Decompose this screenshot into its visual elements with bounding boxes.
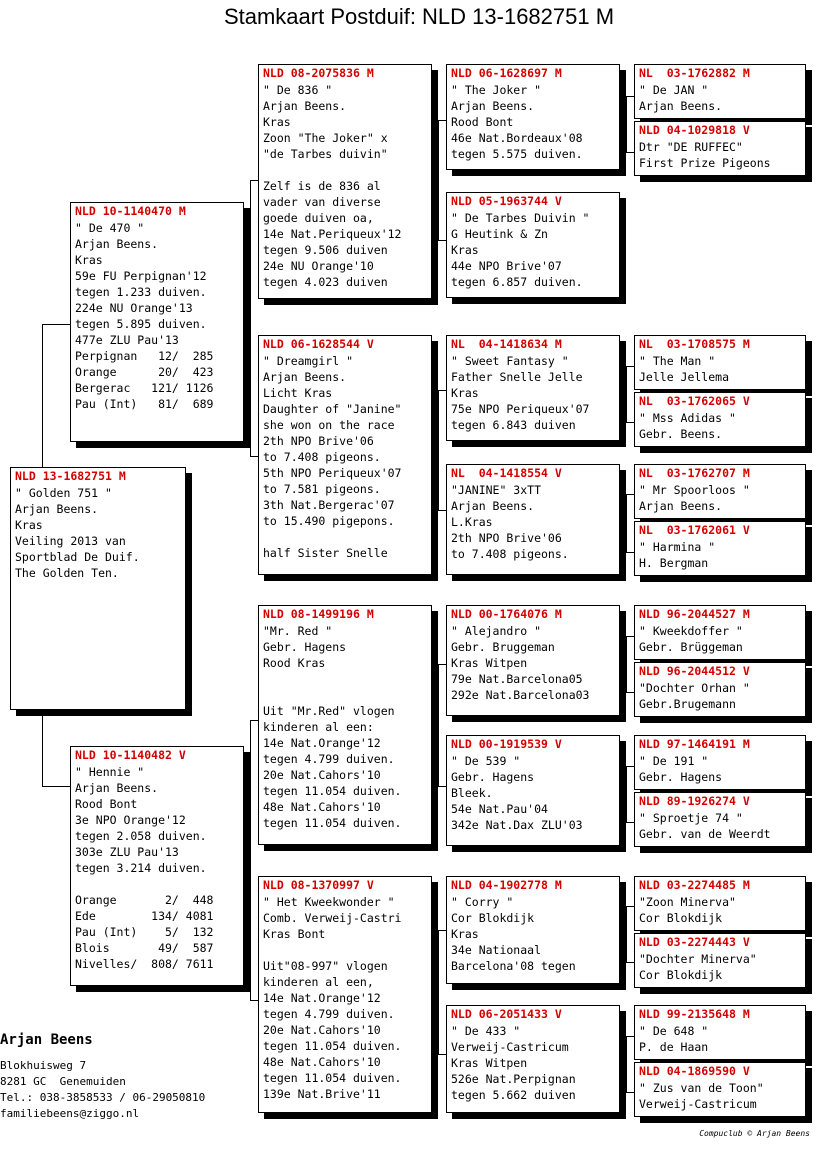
detail-line: tegen 4.799 duiven. [263,752,395,766]
detail-line: tegen 11.054 duiven. [263,1071,402,1085]
ancestor-card[interactable] [634,64,806,119]
pigeon-details [447,621,619,703]
detail-line: to 15.490 pigepons. [263,514,395,528]
connector-line [438,390,446,391]
ring-number: NLD 04-1902778 M [451,878,562,892]
detail-line: tegen 3.214 duiven. [75,861,207,875]
detail-line: Ede 134/ 4081 [75,909,214,923]
detail-line: to 7.581 pigeons. [263,482,381,496]
connector-line [438,1054,446,1055]
owner-email: familiebeens@ziggo.nl [0,1107,140,1120]
ancestor-card[interactable] [634,121,806,176]
detail-line: Uit "Mr.Red" vlogen [263,704,395,718]
detail-line [263,162,427,178]
pigeon-details [259,80,431,290]
mother-card[interactable] [70,746,244,986]
detail-line: 303e ZLU Pau'13 [75,845,179,859]
detail-line: Arjan Beens. [263,99,347,113]
detail-line: " Sproetje 74 " [639,811,743,825]
detail-line: Bleek. [451,786,493,800]
detail-line: " Corry " [451,895,514,909]
detail-line: tegen 9.506 duiven [263,243,388,257]
detail-line: 14e Nat.Orange'12 [263,736,381,750]
detail-line: Gebr. Beens. [639,427,723,441]
detail-line: " De 836 " [263,83,333,97]
ancestor-card[interactable] [446,335,620,441]
connector-line [438,786,446,787]
detail-line: half Sister Snelle [263,546,388,560]
detail-line: " Mss Adidas " [639,411,736,425]
connector-line [626,96,627,152]
owner-city: 8281 GC Genemuiden [0,1075,126,1088]
ancestor-card[interactable] [446,464,620,575]
ring-number: NLD 00-1919539 V [451,737,562,751]
connector-line [438,510,446,511]
detail-line: Verweij-Castricum [639,1097,757,1111]
detail-line: Sportblad De Duif. [15,550,140,564]
detail-line: Comb. Verweij-Castri [263,911,402,925]
detail-line: tegen 5.895 duiven. [75,317,207,331]
detail-line: Barcelona'08 tegen [451,959,576,973]
detail-line: H. Bergman [639,556,709,570]
detail-line: tegen 5.662 duiven [451,1088,576,1102]
detail-line: 292e Nat.Barcelona03 [451,688,590,702]
page-title: Stamkaart Postduif: NLD 13-1682751 M [223,4,615,29]
detail-line: 2th NPO Brive'06 [451,531,562,545]
footer-credit: Compuclub © Arjan Beens [699,1129,810,1138]
pigeon-details [11,483,185,581]
detail-line: P. de Haan [639,1040,709,1054]
detail-line: Zelf is de 836 al [263,179,381,193]
detail-line: Pau (Int) 81/ 689 [75,397,214,411]
connector-line [250,456,258,457]
detail-line [75,876,239,892]
detail-line: 3e NPO Orange'12 [75,813,186,827]
detail-line: Arjan Beens. [263,370,347,384]
pigeon-details [447,351,619,433]
detail-line: Cor Blokdijk [639,968,723,982]
connector-line [626,692,634,693]
owner-name: Arjan Beens [0,1032,93,1048]
ring-number: NLD 08-1499196 M [263,607,374,621]
connector-line [250,180,251,340]
detail-line: Kras [451,927,479,941]
ring-number: NL 03-1762065 V [639,394,750,408]
detail-line: Gebr. Hagens [263,640,347,654]
detail-line: " De 470 " [75,221,145,235]
ring-number: NL 03-1708575 M [639,337,750,351]
ring-number: NL 04-1418634 M [451,337,562,351]
detail-line: 2th NPO Brive'06 [263,434,374,448]
detail-line: Father Snelle Jelle [451,370,583,384]
connector-line [626,822,634,823]
detail-line: " De 539 " [451,754,521,768]
ring-number: NLD 00-1764076 M [451,607,562,621]
detail-line: " Alejandro " [451,624,542,638]
detail-line: Licht Kras [263,386,333,400]
detail-line: Daughter of "Janine" [263,402,402,416]
detail-line: " De Tarbes Duivin " [451,211,590,225]
detail-line: " De 648 " [639,1024,709,1038]
connector-line [626,766,627,822]
detail-line: Arjan Beens. [639,499,723,513]
ring-number: NLD 08-2075836 M [263,66,374,80]
ring-number: NLD 99-2135648 M [639,1007,750,1021]
detail-line: "Dochter Minerva" [639,952,757,966]
ring-number: NLD 10-1140470 M [75,204,186,218]
pigeon-details [447,892,619,974]
connector-line [42,710,43,786]
pigeon-details [447,80,619,162]
pigeon-details [71,218,243,412]
detail-line: 48e Nat.Cahors'10 [263,1055,381,1069]
connector-line [626,636,627,692]
detail-line: 20e Nat.Cahors'10 [263,768,381,782]
detail-line: Kras [263,115,291,129]
pigeon-details [635,892,805,926]
detail-line: Zoon "The Joker" x [263,131,388,145]
pigeon-details [447,1021,619,1103]
detail-line: Pau (Int) 5/ 132 [75,925,214,939]
pigeon-details [635,751,805,785]
owner-address: Blokhuisweg 7 [0,1059,87,1072]
detail-line: Arjan Beens. [451,499,535,513]
detail-line: Orange 2/ 448 [75,893,214,907]
detail-line: Gebr. Hagens [451,770,535,784]
detail-line: " De JAN " [639,83,709,97]
detail-line: Kras [451,386,479,400]
detail-line: Kras [451,243,479,257]
detail-line: " The Joker " [451,83,542,97]
detail-line: " Mr Spoorloos " [639,483,750,497]
connector-line [626,494,634,495]
pigeon-details [635,808,805,842]
pigeon-details [635,480,805,514]
detail-line: Gebr.Brugemann [639,697,736,711]
detail-line: tegen 11.054 duiven. [263,1039,402,1053]
detail-line: tegen 4.023 duiven [263,275,388,289]
ring-number: NLD 08-1370997 V [263,878,374,892]
detail-line: Bergerac 121/ 1126 [75,381,214,395]
detail-line: 54e Nat.Pau'04 [451,802,548,816]
connector-line [626,552,634,553]
detail-line: Cor Blokdijk [451,911,535,925]
connector-line [626,906,627,962]
detail-line: Arjan Beens. [75,781,159,795]
detail-line: Jelle Jellema [639,370,730,384]
connector-line [42,324,43,470]
connector-line [626,1036,634,1037]
detail-line: 139e Nat.Brive'11 [263,1087,381,1101]
detail-line: "Zoon Minerva" [639,895,736,909]
pigeon-details [635,621,805,655]
detail-line: 14e Nat.Orange'12 [263,991,381,1005]
ring-number: NLD 96-2044512 V [639,664,750,678]
ring-number: NLD 04-1029818 V [639,123,750,137]
detail-line: Arjan Beens. [75,237,159,251]
connector-line [626,96,634,97]
pigeon-details [635,408,805,442]
detail-line: " Het Kweekwonder " [263,895,395,909]
detail-line: kinderen al een, [263,975,374,989]
detail-line: 477e ZLU Pau'13 [75,333,179,347]
subject-pigeon-card[interactable] [10,467,186,710]
detail-line: " Kweekdoffer " [639,624,743,638]
detail-line: Cor Blokdijk [639,911,723,925]
connector-line [438,120,446,121]
ring-number: NL 04-1418554 V [451,466,562,480]
detail-line: "de Tarbes duivin" [263,147,388,161]
pigeon-details [259,621,431,831]
ring-number: NLD 06-1628697 M [451,66,562,80]
detail-line: 44e NPO Brive'07 [451,259,562,273]
detail-line: 20e Nat.Cahors'10 [263,1023,381,1037]
ring-number: NL 03-1762882 M [639,66,750,80]
ancestor-card[interactable] [634,392,806,447]
detail-line: Uit"08-997" vlogen [263,959,388,973]
detail-line: Gebr. Brüggeman [639,640,743,654]
ancestor-card[interactable] [634,1062,806,1117]
detail-line: 75e NPO Periqueux'07 [451,402,590,416]
ancestor-card[interactable] [446,1005,620,1113]
detail-line [263,671,427,687]
maternal-grandfather-card[interactable] [258,605,432,845]
connector-line [626,422,634,423]
connector-line [250,1000,258,1001]
detail-line: Arjan Beens. [639,99,723,113]
connector-line [438,930,439,1054]
detail-line: "Dochter Orhan " [639,681,750,695]
pigeon-details [635,678,805,712]
ancestor-card[interactable] [446,735,620,846]
detail-line: " De 191 " [639,754,709,768]
connector-line [438,930,446,931]
detail-line: Verweij-Castricum [451,1040,569,1054]
detail-line: Rood Kras [263,656,326,670]
detail-line: 5th NPO Periqueux'07 [263,466,402,480]
connector-line [626,636,634,637]
pigeon-details [635,1078,805,1112]
detail-line: Gebr. van de Weerdt [639,827,771,841]
connector-line [626,766,634,767]
detail-line: to 7.408 pigeons. [451,547,569,561]
detail-line: 59e FU Perpignan'12 [75,269,207,283]
pigeon-details [635,949,805,983]
pigeon-details [635,80,805,114]
detail-line: Arjan Beens. [451,99,535,113]
detail-line: tegen 11.054 duiven. [263,784,402,798]
detail-line [263,529,427,545]
ring-number: NLD 10-1140482 V [75,748,186,762]
pigeon-details [447,751,619,833]
ancestor-card[interactable] [634,735,806,790]
detail-line: she won on the race [263,418,395,432]
detail-line: Rood Bont [451,115,514,129]
detail-line: tegen 4.799 duiven. [263,1007,395,1021]
detail-line: Kras Witpen [451,656,528,670]
detail-line: Gebr. Hagens [639,770,723,784]
connector-line [626,1036,627,1092]
detail-line: tegen 11.054 duiven. [263,816,402,830]
detail-line: " Sweet Fantasy " [451,354,569,368]
detail-line: L.Kras [451,515,493,529]
detail-line: Dtr "DE RUFFEC" [639,140,743,154]
connector-line [42,786,70,787]
detail-line: Rood Bont [75,797,138,811]
ring-number: NLD 03-2274443 V [639,935,750,949]
detail-line: 24e NU Orange'10 [263,259,374,273]
detail-line: 3th Nat.Bergerac'07 [263,498,395,512]
detail-line: Perpignan 12/ 285 [75,349,214,363]
ancestor-card[interactable] [634,876,806,931]
ancestor-card[interactable] [634,521,806,576]
ring-number: NLD 06-2051433 V [451,1007,562,1021]
detail-line: Kras [75,253,103,267]
detail-line: The Golden Ten. [15,566,119,580]
detail-line: 342e Nat.Dax ZLU'03 [451,818,583,832]
detail-line: G Heutink & Zn [451,227,548,241]
detail-line: 48e Nat.Cahors'10 [263,800,381,814]
ancestor-card[interactable] [634,335,806,390]
detail-line: Arjan Beens. [15,502,99,516]
maternal-grandmother-card[interactable] [258,876,432,1113]
pigeon-details [635,537,805,571]
ancestor-card[interactable] [446,876,620,984]
detail-line: " Dreamgirl " [263,354,354,368]
pigeon-details [447,480,619,562]
detail-line: tegen 2.058 duiven. [75,829,207,843]
detail-line: Kras [15,518,43,532]
detail-line: 34e Nationaal [451,943,542,957]
ancestor-card[interactable] [634,792,806,847]
connector-line [438,240,446,241]
connector-line [626,1092,634,1093]
detail-line: Kras Witpen [451,1056,528,1070]
detail-line: Gebr. Bruggeman [451,640,555,654]
ancestor-card[interactable] [446,64,620,170]
ring-number: NLD 89-1926274 V [639,794,750,808]
detail-line: to 7.408 pigeons. [263,450,381,464]
detail-line: " Zus van de Toon" [639,1081,764,1095]
pigeon-details [635,137,805,171]
detail-line: Orange 20/ 423 [75,365,214,379]
ring-number: NLD 04-1869590 V [639,1064,750,1078]
ring-number: NL 03-1762061 V [639,523,750,537]
connector-line [626,906,634,907]
ancestor-card[interactable] [634,1005,806,1060]
detail-line: " Hennie " [75,765,145,779]
detail-line [263,687,427,703]
detail-line: "Mr. Red " [263,624,333,638]
pigeon-details [259,351,431,561]
detail-line: 526e Nat.Perpignan [451,1072,576,1086]
connector-line [250,720,251,1000]
detail-line [263,942,427,958]
pigeon-details [447,208,619,290]
connector-line [250,180,258,181]
ring-number: NLD 13-1682751 M [15,469,126,483]
detail-line: 224e NU Orange'13 [75,301,193,315]
ancestor-card[interactable] [446,605,620,716]
detail-line: " Harmina " [639,540,716,554]
owner-phone: Tel.: 038-3858533 / 06-29050810 [0,1091,206,1104]
pigeon-details [71,762,243,972]
connector-line [250,340,251,456]
detail-line: Blois 49/ 587 [75,941,214,955]
paternal-grandmother-card[interactable] [258,335,432,575]
detail-line: goede duiven oa, [263,211,374,225]
detail-line: 79e Nat.Barcelona05 [451,672,583,686]
ring-number: NLD 96-2044527 M [639,607,750,621]
ring-number: NLD 05-1963744 V [451,194,562,208]
ancestor-card[interactable] [634,933,806,988]
detail-line: tegen 6.843 duiven [451,418,576,432]
ancestor-card[interactable] [446,192,620,298]
connector-line [438,120,439,240]
connector-line [626,494,627,552]
detail-line: vader van diverse [263,195,381,209]
detail-line: " Golden 751 " [15,486,112,500]
detail-line: tegen 5.575 duiven. [451,147,583,161]
detail-line: tegen 6.857 duiven. [451,275,583,289]
ancestor-card[interactable] [634,464,806,519]
detail-line: Nivelles/ 808/ 7611 [75,957,214,971]
detail-line: Kras Bont [263,927,326,941]
detail-line: 14e Nat.Periqueux'12 [263,227,402,241]
ring-number: NLD 97-1464191 M [639,737,750,751]
connector-line [438,390,439,510]
paternal-grandfather-card[interactable] [258,64,432,299]
detail-line: Veiling 2013 van [15,534,126,548]
pigeon-details [259,892,431,1102]
connector-line [250,720,258,721]
ring-number: NL 03-1762707 M [639,466,750,480]
connector-line [438,664,439,786]
detail-line: tegen 1.233 duiven. [75,285,207,299]
connector-line [626,152,634,153]
ancestor-card[interactable] [634,662,806,717]
detail-line: First Prize Pigeons [639,156,771,170]
detail-line: 46e Nat.Bordeaux'08 [451,131,583,145]
owner-info [0,1032,205,1122]
ring-number: NLD 03-2274485 M [639,878,750,892]
connector-line [438,664,446,665]
ancestor-card[interactable] [634,605,806,660]
connector-line [42,324,70,325]
ring-number: NLD 06-1628544 V [263,337,374,351]
pigeon-details [635,1021,805,1055]
connector-line [626,962,634,963]
connector-line [626,366,627,422]
connector-line [626,366,634,367]
detail-line: " The Man " [639,354,716,368]
detail-line: kinderen al een: [263,720,374,734]
father-card[interactable] [70,202,244,442]
detail-line: "JANINE" 3xTT [451,483,542,497]
detail-line: " De 433 " [451,1024,521,1038]
pigeon-details [635,351,805,385]
